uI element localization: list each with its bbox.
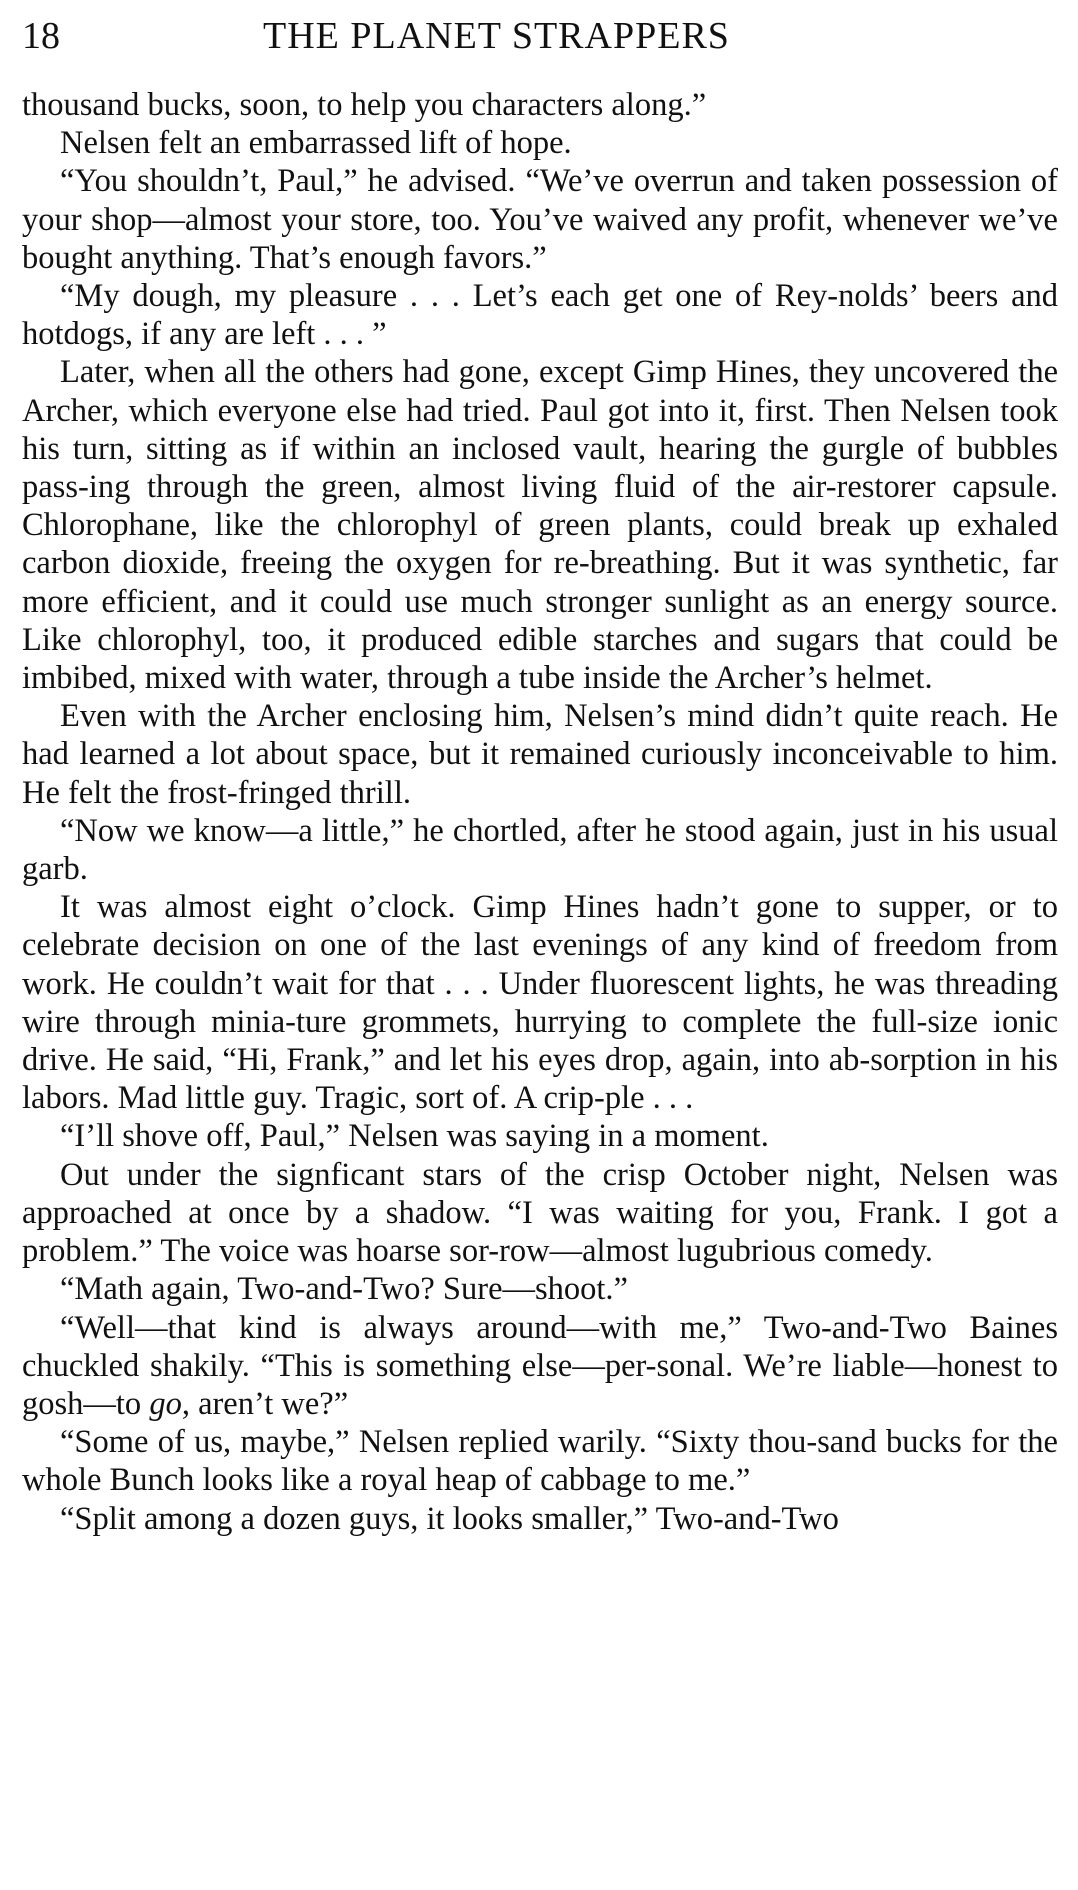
paragraph: “Split among a dozen guys, it looks smaller,” Two-and-Two	[60, 1500, 839, 1537]
italic-word: go	[149, 1385, 182, 1422]
page-header	[22, 6, 1052, 66]
paragraph-text: “Well—that kind is always around—with me,” Two-and-Two Baines chuckled shakily. “This is something else—per-sonal. We’re liable—honest to gosh—to	[22, 1309, 1058, 1422]
paragraph: “You shouldn’t, Paul,” he advised. “We’ve overrun and taken possession of your shop—almost your store, too. You’ve waived any profit, whenever we’ve bought anything. That’s enough favors.”	[22, 163, 1058, 276]
paragraph: “Now we know—a little,” he chortled, after he stood again, just in his usual garb.	[22, 812, 1058, 888]
running-title: THE PLANET STRAPPERS	[263, 15, 730, 57]
paragraph: “Some of us, maybe,” Nelsen replied warily. “Sixty thou-sand bucks for the whole Bunch looks like a royal heap of cabbage to me.”	[22, 1424, 1058, 1499]
paragraph-text: , aren’t we?”	[181, 1385, 349, 1422]
paragraph: It was almost eight o’clock. Gimp Hines hadn’t gone to supper, or to celebrate decision on one of the last evenings of any kind of freedom from work. He couldn’t wait for that . . . Under fluorescent lights, he was threading wire through minia-ture grommets, hurrying to complete the full-size ionic drive. He said, “Hi, Frank,” and let his eyes drop, again, into ab-sorption in his labors. Mad little guy. Tragic, sort of. A crip-ple . . .	[22, 889, 1058, 1117]
paragraph: “My dough, my pleasure . . . Let’s each get one of Rey-nolds’ beers and hotdogs, if any are left . . . ”	[22, 278, 1058, 353]
paragraph: Nelsen felt an embarrassed lift of hope.	[60, 125, 572, 162]
paragraph: “I’ll shove off, Paul,” Nelsen was saying in a moment.	[60, 1118, 769, 1155]
page-number: 18	[22, 15, 60, 57]
paragraph: Even with the Archer enclosing him, Nelsen’s mind didn’t quite reach. He had learned a lot about space, but it remained curiously inconceivable to him. He felt the frost-fringed thrill.	[22, 698, 1058, 811]
paragraph: thousand bucks, soon, to help you characters along.”	[22, 87, 707, 123]
paragraph: “Math again, Two-and-Two? Sure—shoot.”	[60, 1271, 628, 1308]
paragraph: Later, when all the others had gone, except Gimp Hines, they uncovered the Archer, which everyone else had tried. Paul got into it, first. Then Nelsen took his turn, sitting as if within an inclosed vault, hearing the gurgle of bubbles pass-ing through the green, almost living fluid of the air-restorer capsule. Chlorophane, like the chlorophyl of green plants, could break up exhaled carbon dioxide, freeing the oxygen for re-breathing. But it was synthetic, far more efficient, and it could use much stronger sunlight as an energy source. Like chlorophyl, too, it produced edible starches and sugars that could be imbibed, mixed with water, through a tube inside the Archer’s helmet.	[22, 354, 1058, 697]
paragraph: Out under the signficant stars of the crisp October night, Nelsen was approached at once by a shadow. “I was waiting for you, Frank. I got a problem.” The voice was hoarse sor-row—almost lugubrious comedy.	[22, 1156, 1058, 1270]
body-text	[22, 86, 1058, 1538]
paragraph	[22, 1309, 1058, 1424]
